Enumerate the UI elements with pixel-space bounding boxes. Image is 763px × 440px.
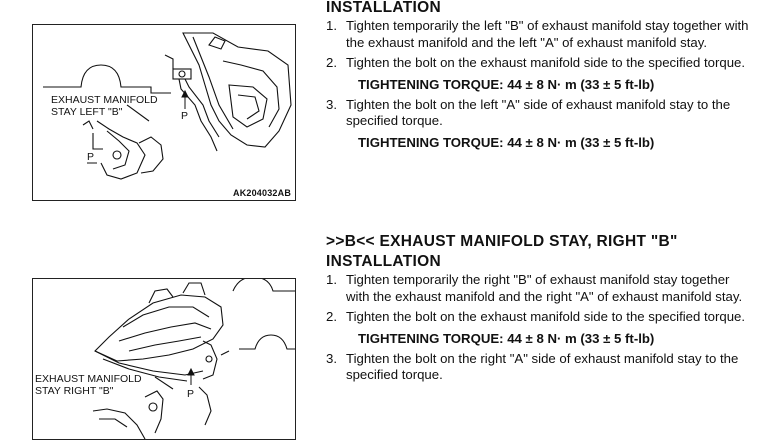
step-text: Tighten the bolt on the left "A" side of exhaust manifold stay to the specified torque. <box>346 96 731 128</box>
section-left-stay-installation <box>326 0 756 155</box>
step-number: 1. <box>326 18 337 33</box>
step-text: Tighten the bolt on the exhaust manifold side to the specified torque. <box>346 55 746 70</box>
step-item <box>326 309 756 326</box>
figure-left-marker-p-bottom: P <box>87 151 95 163</box>
figure-left-code: AK204032AB <box>233 188 292 198</box>
section-right-steps <box>326 272 756 326</box>
step-item <box>326 97 756 130</box>
figure-left-label-line1: EXHAUST MANIFOLD <box>51 94 158 106</box>
step-number: 3. <box>326 350 337 366</box>
figure-right-marker-p: P <box>187 388 195 400</box>
tightening-torque-spec: TIGHTENING TORQUE: 44 ± 8 N· m (33 ± 5 ft-lb) <box>358 134 655 150</box>
figure-right-label-line2: STAY RIGHT "B" <box>35 385 114 397</box>
tightening-torque-spec: TIGHTENING TORQUE: 44 ± 8 N· m (33 ± 5 ft-lb) <box>358 76 655 92</box>
step-text: Tighten the bolt on the exhaust manifold side to the specified torque. <box>346 309 746 324</box>
section-right-heading-line1: >>B<< EXHAUST MANIFOLD STAY, RIGHT "B" <box>326 233 678 250</box>
step-number: 2. <box>326 55 337 70</box>
section-left-heading: INSTALLATION <box>326 0 441 16</box>
step-number: 3. <box>326 96 337 112</box>
step-item <box>326 55 756 72</box>
step-text: Tighten temporarily the right "B" of exhaust manifold stay together with the exhaust manifold and the right "A" of exhaust manifold stay. <box>346 272 743 304</box>
step-text: Tighten temporarily the left "B" of exhaust manifold stay together with the exhaust manifold and the left "A" of exhaust manifold stay. <box>346 18 749 50</box>
figure-right-stay <box>32 278 296 440</box>
section-right-stay-installation <box>326 232 756 388</box>
section-left-steps <box>326 18 756 72</box>
figure-right-label-line1: EXHAUST MANIFOLD <box>35 373 142 385</box>
step-item <box>326 351 756 384</box>
figure-left-marker-p-top: P <box>181 110 189 122</box>
figure-left-stay <box>32 24 296 201</box>
tightening-torque-spec: TIGHTENING TORQUE: 44 ± 8 N· m (33 ± 5 ft-lb) <box>358 330 655 346</box>
step-item <box>326 18 756 51</box>
section-right-steps-cont <box>326 351 756 384</box>
step-number: 2. <box>326 309 337 324</box>
step-text: Tighten the bolt on the right "A" side of exhaust manifold stay to the specified torque. <box>346 350 739 382</box>
section-left-steps-cont <box>326 97 756 130</box>
step-item <box>326 272 756 305</box>
section-right-heading-line2: INSTALLATION <box>326 253 441 270</box>
step-number: 1. <box>326 272 337 287</box>
figure-right-stay-drawing <box>33 279 295 439</box>
figure-left-label-line2: STAY LEFT "B" <box>51 106 123 118</box>
